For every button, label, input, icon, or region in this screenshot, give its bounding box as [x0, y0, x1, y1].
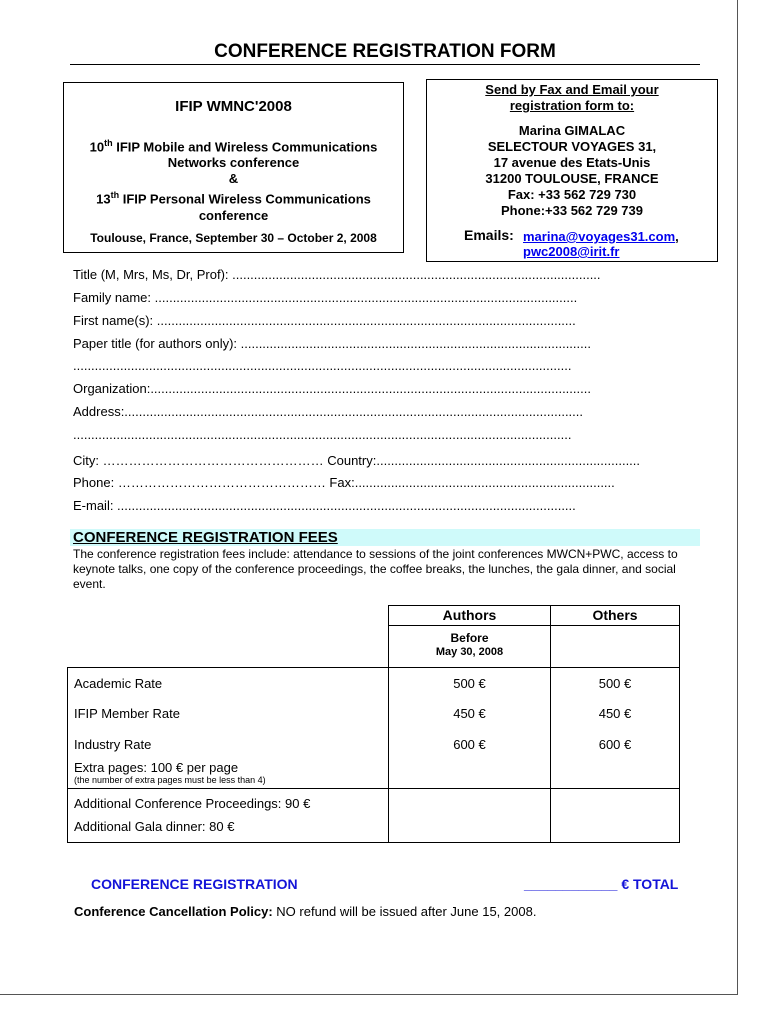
conference-description	[64, 135, 403, 224]
contact-address	[427, 123, 717, 219]
email-link-marina[interactable]: marina@voyages31.com	[523, 229, 676, 244]
registration-total-field[interactable]: ____________ € TOTAL	[524, 876, 679, 892]
conference-ampersand: &	[228, 171, 239, 187]
rate-authors-academic: 500 €	[453, 676, 486, 691]
ordinal-number: 10	[89, 139, 105, 155]
contact-fax: Fax: +33 562 729 730	[507, 187, 637, 202]
contact-info-box	[426, 79, 718, 262]
page-title: CONFERENCE REGISTRATION FORM	[214, 41, 556, 62]
address-field[interactable]: Address:...............................................................................................................................	[73, 404, 584, 419]
extra-pages-note: (the number of extra pages must be less than 4)	[74, 775, 266, 785]
ordinal-suffix: th	[110, 190, 120, 201]
conference-info-box	[63, 82, 404, 253]
conference-location: Toulouse, France, September 30 – October 2, 2008	[90, 231, 377, 245]
email-field[interactable]: E-mail: ...............................................................................................................................	[73, 498, 576, 513]
before-label: Before	[450, 631, 489, 645]
rate-label-ifip-member: IFIP Member Rate	[74, 706, 180, 721]
gala-dinner-label: Additional Gala dinner: 80 €	[74, 819, 235, 834]
conference-line: IFIP Personal Wireless Communications	[119, 191, 371, 207]
emails-label: Emails:	[464, 227, 514, 243]
title-rule	[70, 64, 700, 65]
page-edge-right	[737, 0, 738, 995]
rate-others-academic: 500 €	[598, 676, 632, 691]
contact-company: SELECTOUR VOYAGES 31,	[487, 139, 657, 154]
fees-description: The conference registration fees include: attendance to sessions of the joint conferences MWCN+PWC, access to keynote talks, one copy of the conference proceedings, the coffee breaks, the lunches, the gala dinner, and social event.	[73, 547, 678, 591]
extra-pages-label: Extra pages: 100 € per page	[74, 760, 239, 775]
page-edge-bottom	[0, 994, 738, 995]
send-instruction-line: registration form to:	[509, 98, 635, 113]
family-name-field[interactable]: Family name: .....................................................................................................................	[73, 290, 578, 305]
cancellation-text: NO refund will be issued after June 15, 2008.	[272, 904, 537, 919]
before-date: May 30, 2008	[435, 646, 504, 658]
rate-label-academic: Academic Rate	[74, 676, 163, 691]
ordinal-number: 13	[96, 191, 111, 207]
rate-others-ifip-member: 450 €	[598, 706, 632, 721]
address-continuation[interactable]: ..........................................................................................................................................	[73, 427, 572, 442]
paper-title-continuation[interactable]: ..........................................................................................................................................	[73, 358, 572, 373]
cancellation-policy	[74, 904, 536, 919]
paper-title-field[interactable]: Paper title (for authors only): .................................................................................................	[73, 336, 591, 351]
column-header-authors: Authors	[442, 607, 497, 623]
cancellation-label: Conference Cancellation Policy:	[74, 904, 273, 919]
organization-field[interactable]: Organization:..........................................................................................................................	[73, 381, 591, 396]
conference-line: IFIP Mobile and Wireless Communications	[112, 139, 378, 155]
email-link-pwc2008[interactable]: pwc2008@irit.fr	[523, 244, 620, 259]
proceedings-label: Additional Conference Proceedings: 90 €	[74, 796, 311, 811]
city-country-field[interactable]: City: …………………………………………… Country:.........................................................................	[73, 453, 641, 468]
column-header-others: Others	[592, 607, 638, 623]
registration-label: CONFERENCE REGISTRATION	[91, 876, 298, 892]
send-instruction-line: Send by Fax and Email your	[485, 82, 659, 97]
first-name-field[interactable]: First name(s): ....................................................................................................................	[73, 313, 576, 328]
contact-city: 31200 TOULOUSE, FRANCE	[485, 171, 659, 186]
conference-line: conference	[198, 207, 269, 223]
phone-fax-field[interactable]: Phone: ………………………………………… Fax:........................................................................	[73, 475, 615, 490]
rate-authors-ifip-member: 450 €	[453, 706, 486, 721]
send-instructions	[427, 82, 717, 114]
contact-name: Marina GIMALAC	[518, 123, 626, 138]
fees-heading: CONFERENCE REGISTRATION FEES	[73, 529, 338, 546]
contact-street: 17 avenue des Etats-Unis	[493, 155, 651, 170]
rate-authors-industry: 600 €	[453, 737, 486, 752]
title-field[interactable]: Title (M, Mrs, Ms, Dr, Prof): ......................................................................................................	[73, 267, 601, 282]
email-separator: ,	[675, 229, 679, 244]
contact-phone: Phone:+33 562 729 739	[500, 203, 643, 218]
rate-others-industry: 600 €	[598, 737, 632, 752]
conference-name: IFIP WMNC'2008	[175, 98, 292, 115]
ordinal-suffix: th	[104, 138, 113, 148]
conference-line: Networks conference	[167, 155, 300, 171]
rate-label-industry: Industry Rate	[74, 737, 152, 752]
